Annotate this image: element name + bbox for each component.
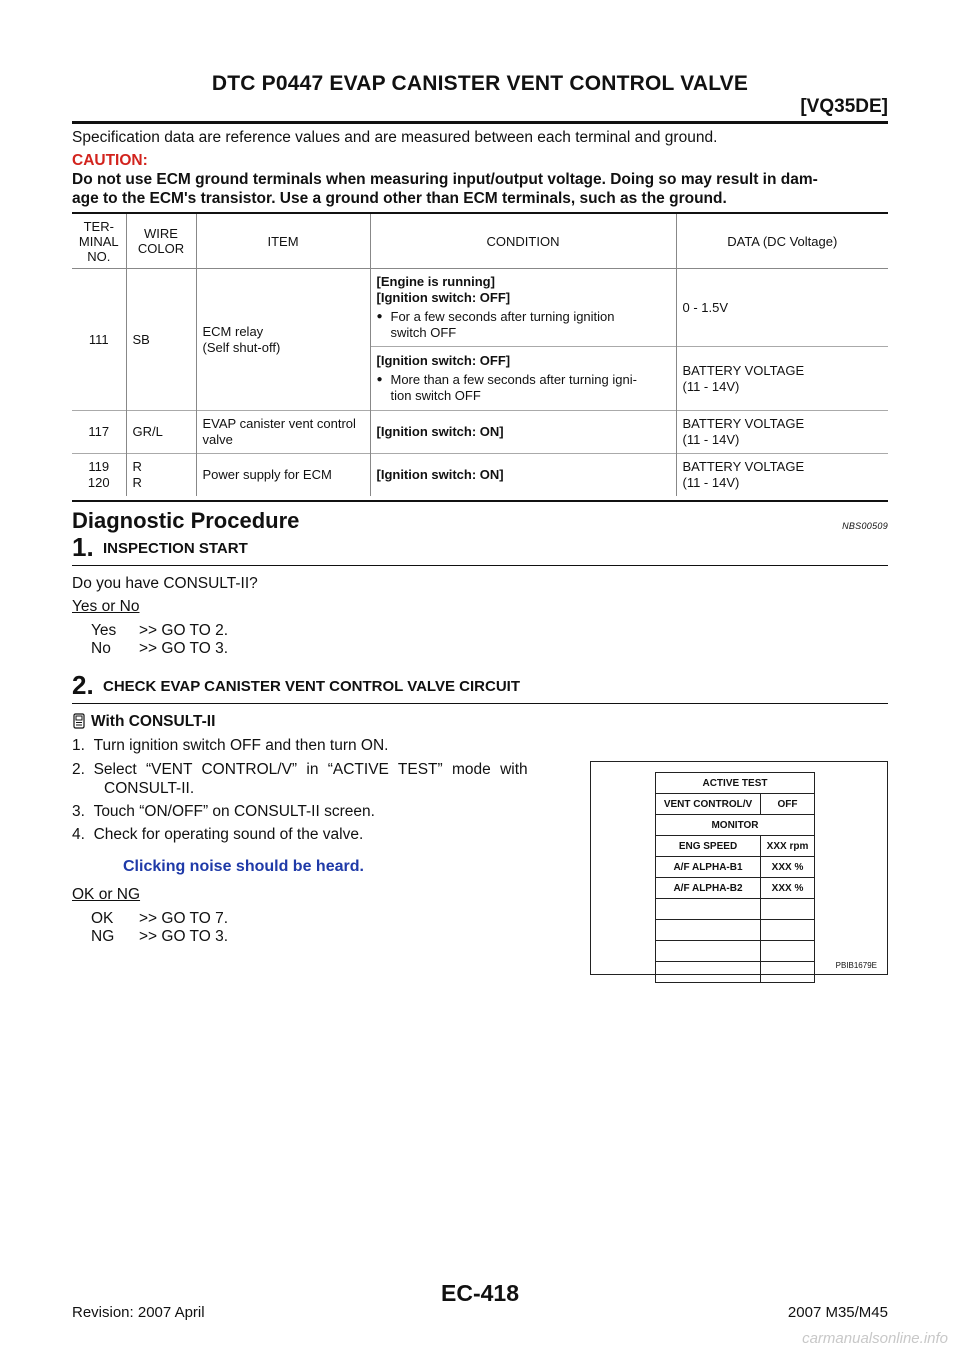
table-header-row: [72, 214, 888, 269]
condition-cell: [Ignition switch: ON]: [370, 454, 676, 497]
table-row: [72, 269, 888, 347]
consult-screen-figure: [590, 761, 888, 975]
data-cell: BATTERY VOLTAGE (11 - 14V): [676, 347, 888, 411]
grid-row: [656, 919, 814, 940]
header-rule: [72, 121, 888, 124]
wire-cell: GR/L: [126, 411, 196, 454]
answer-action: >> GO TO 2.: [139, 622, 229, 639]
item-cell: EVAP canister vent control valve: [196, 411, 370, 454]
grid-row: A/F ALPHA-B1 XXX %: [656, 856, 814, 877]
bullet-item: ● More than a few seconds after turning igni- tion switch OFF: [377, 372, 670, 404]
grid-row: [656, 898, 814, 919]
intro-text: Specification data are reference values and are measured between each terminal and ground.: [72, 129, 718, 146]
data-cell: 0 - 1.5V: [676, 269, 888, 347]
page-number: EC-418: [441, 1280, 519, 1306]
terminal-cell: 117: [72, 411, 126, 454]
caution-line-2: age to the ECM's transistor. Use a ground other than ECM terminals, such as the ground.: [72, 190, 727, 207]
list-item-cont: CONSULT-II.: [104, 780, 195, 797]
figure-code: PBIB1679E: [835, 961, 877, 970]
answer-label: Yes: [91, 622, 117, 639]
table-bottom-rule: [72, 500, 888, 502]
with-consult-label: With CONSULT-II: [91, 713, 216, 730]
watermark: carmanualsonline.info: [802, 1330, 948, 1347]
answer-label: OK: [91, 910, 114, 927]
condition-cell: [Engine is running] [Ignition switch: OFF] ● For a few seconds after turning ignition switch OFF: [370, 269, 676, 347]
section-title: Diagnostic Procedure: [72, 508, 300, 533]
header-wire-color: WIRE COLOR: [126, 214, 196, 269]
list-item: 2. Select “VENT CONTROL/V” in “ACTIVE TEST” mode with: [72, 761, 528, 778]
header-condition: CONDITION: [370, 214, 676, 269]
grid-row: ACTIVE TEST: [702, 777, 768, 789]
list-item: 3. Touch “ON/OFF” on CONSULT-II screen.: [72, 803, 375, 820]
step-number: 1.: [72, 532, 94, 562]
page-title: DTC P0447 EVAP CANISTER VENT CONTROL VALVE: [211, 72, 749, 95]
terminal-cell: 119 120: [72, 454, 126, 497]
list-item: 4. Check for operating sound of the valve.: [72, 826, 364, 843]
step-number: 2.: [72, 670, 94, 700]
bullet-item: ● For a few seconds after turning ignition switch OFF: [377, 309, 670, 341]
item-cell: ECM relay (Self shut-off): [196, 269, 370, 411]
grid-row: MONITOR: [656, 814, 814, 835]
step-title: INSPECTION START: [103, 540, 248, 557]
condition-cell: [Ignition switch: ON]: [370, 411, 676, 454]
item-cell: Power supply for ECM: [196, 454, 370, 497]
consult-tester-icon: [72, 713, 86, 729]
step-title: CHECK EVAP CANISTER VENT CONTROL VALVE CIRCUIT: [103, 678, 520, 695]
engine-tag: [VQ35DE]: [800, 96, 888, 117]
header-item: ITEM: [196, 214, 370, 269]
caution-label: CAUTION:: [72, 152, 148, 169]
caution-line-1: Do not use ECM ground terminals when measuring input/output voltage. Doing so may result in dam-: [72, 171, 818, 188]
section-code: NBS00509: [842, 521, 888, 531]
condition-cell: [Ignition switch: OFF] ● More than a few seconds after turning igni- tion switch OFF: [370, 347, 676, 411]
table-row: [72, 454, 888, 497]
answer-action: >> GO TO 7.: [139, 910, 229, 927]
answer-label: NG: [91, 928, 115, 945]
step-question: Do you have CONSULT-II?: [72, 575, 258, 592]
step-rule: [72, 565, 888, 566]
expected-result: Clicking noise should be heard.: [123, 858, 364, 875]
terminal-cell: 111: [72, 269, 126, 411]
list-item: 1. Turn ignition switch OFF and then turn ON.: [72, 737, 389, 754]
grid-row: [656, 940, 814, 961]
choice-label: OK or NG: [72, 886, 141, 903]
choice-label: Yes or No: [72, 598, 140, 615]
step-rule: [72, 703, 888, 704]
grid-row: [656, 961, 814, 982]
footer-revision: Revision: 2007 April: [72, 1304, 205, 1321]
answer-action: >> GO TO 3.: [139, 928, 229, 945]
active-test-grid: [655, 772, 815, 983]
grid-row: A/F ALPHA-B2 XXX %: [656, 877, 814, 898]
answer-action: >> GO TO 3.: [139, 640, 229, 657]
data-cell: BATTERY VOLTAGE (11 - 14V): [676, 411, 888, 454]
header-terminal: TER- MINAL NO.: [72, 214, 126, 269]
grid-row: VENT CONTROL/V OFF: [656, 793, 814, 814]
wire-cell: SB: [126, 269, 196, 411]
footer-model: 2007 M35/M45: [787, 1304, 888, 1321]
table-row: [72, 411, 888, 454]
header-data: DATA (DC Voltage): [676, 214, 888, 269]
answer-label: No: [91, 640, 111, 657]
terminal-spec-table: [72, 214, 888, 496]
data-cell: BATTERY VOLTAGE (11 - 14V): [676, 454, 888, 497]
wire-cell: R R: [126, 454, 196, 497]
grid-row: ENG SPEED XXX rpm: [656, 835, 814, 856]
